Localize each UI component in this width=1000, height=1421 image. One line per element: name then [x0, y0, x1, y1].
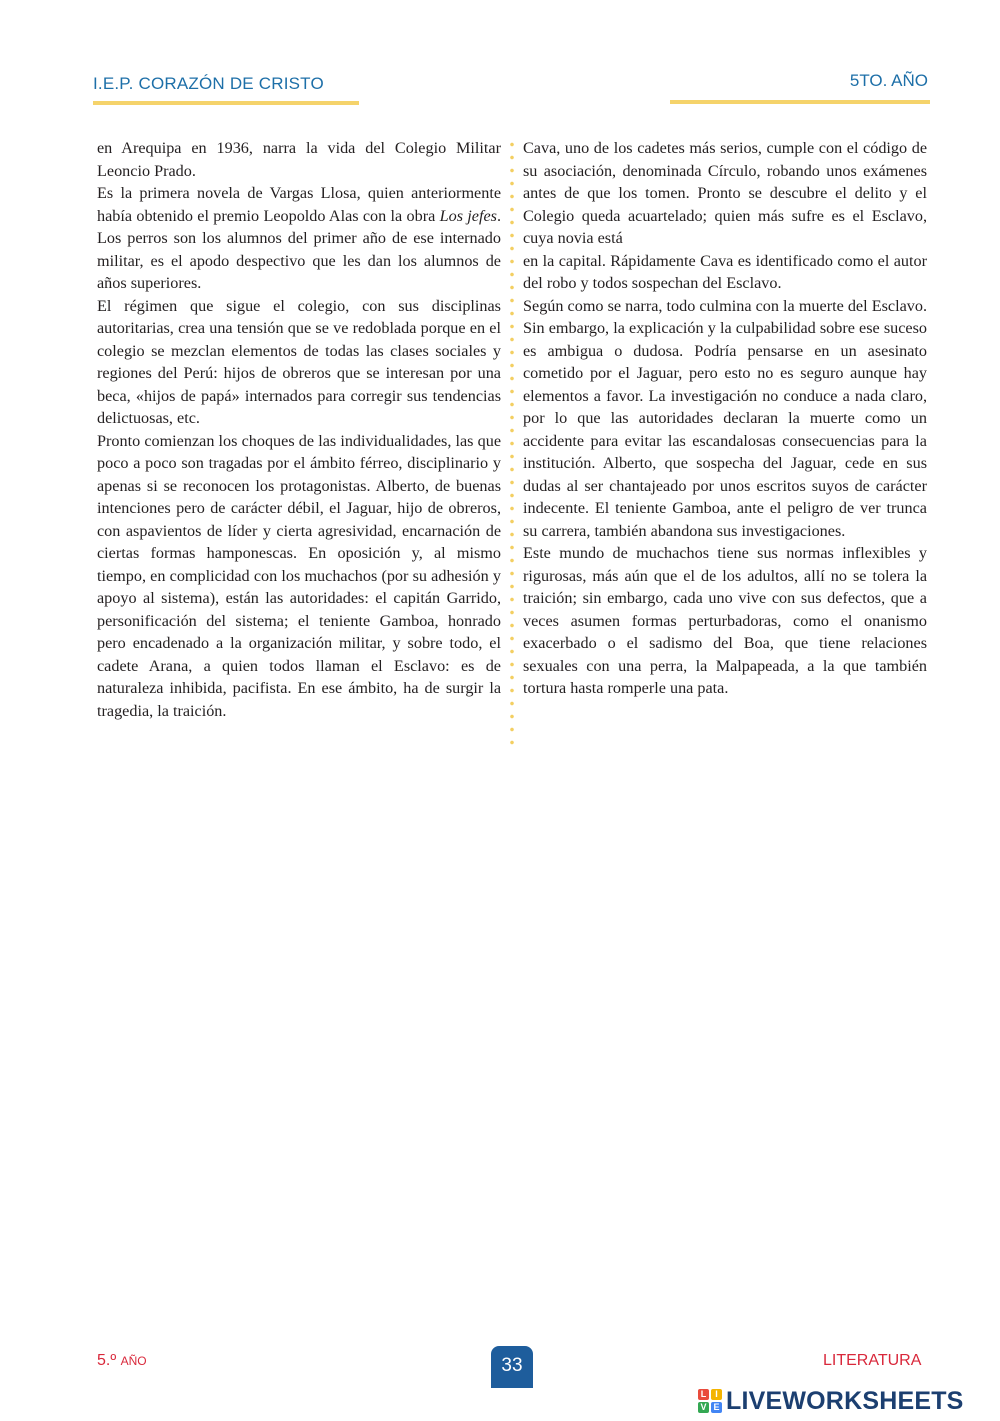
- left-paragraph-3: El régimen que sigue el colegio, con sus disciplinas autoritarias, crea una tensión que se ve redoblada porque en el colegio se mezclan elementos de todas las clases sociales y regiones del Perú: hijos de obreros que se interesan por una beca, «hijos de papá» internados para corregir sus tendencias delictuosas, etc.: [97, 296, 501, 427]
- logo-letter-v: V: [698, 1402, 709, 1413]
- liveworksheets-watermark[interactable]: [698, 1385, 964, 1417]
- book-title-los-jefes: Los jefes: [439, 206, 497, 225]
- footer-grade-number: 5.º: [97, 1352, 117, 1369]
- header-grade: 5TO. AÑO: [849, 71, 928, 90]
- right-paragraph-4: Este mundo de muchachos tiene sus normas inflexibles y rigurosas, más aún que el de los adultos, allí no se tolera la traición; sin embargo, cada uno vive con sus defectos, que a veces asumen formas perturbadoras, como el onanismo exacerbado o el sadismo del Boa, que tiene relaciones sexuales con una perra, la Malpapeada, a la que también tortura hasta romperle una pata.: [523, 544, 927, 697]
- right-paragraph-1: Cava, uno de los cadetes más serios, cumple con el código de su asociación, denominada Círculo, robando unos exámenes antes de que los tomen. Pronto se descubre el delito y el Colegio queda acuartelado; quien más sufre es el Esclavo, cuya novia está: [523, 139, 927, 247]
- footer-subject: LITERATURA: [823, 1352, 922, 1369]
- footer-grade: [97, 1352, 147, 1370]
- left-paragraph-2-text-b: . Los perros son los alumnos del primer año de ese internado militar, es el apodo despectivo que les dan los alumnos de años superiores.: [97, 206, 502, 292]
- logo-letter-e: E: [711, 1402, 722, 1413]
- left-paragraph-4: Pronto comienzan los choques de las individualidades, las que poco a poco son tragadas por el ámbito férreo, disciplinario y apenas si se reconocen los protagonistas. Alberto, de buenas intenciones pero de carácter débil, el Jaguar, hijo de obreros, con aspavientos de líder y cierta agresividad, encarnación de ciertas formas hamponescas. En oposición y, al mismo tiempo, en complicidad con los muchachos (por su adhesión y apoyo al sistema), están las autoridades: el capitán Garrido, personificación del sistema; el teniente Gamboa, honrado pero encadenado a la organización militar, y sobre todo, el cadete Arana, a quien todos llaman el Esclavo: es de naturaleza inhibida, pacifista. En ese ámbito, ha de surgir la tragedia, la traición.: [97, 431, 501, 720]
- logo-letter-i: I: [711, 1389, 722, 1400]
- header-rule-right: [670, 100, 930, 104]
- liveworksheets-logo-icon: [698, 1389, 722, 1413]
- left-column: [97, 137, 501, 722]
- left-paragraph-2-text-a: Es la primera novela de Vargas Llosa, quien anteriormente había obtenido el premio Leopoldo Alas con la obra: [97, 184, 501, 225]
- logo-letter-l: L: [698, 1389, 709, 1400]
- header-rule-left: [93, 101, 359, 105]
- footer-grade-label: AÑO: [120, 1354, 147, 1368]
- column-divider: [510, 138, 514, 752]
- right-paragraph-3: Según como se narra, todo culmina con la muerte del Esclavo. Sin embargo, la explicación y la culpabilidad sobre ese suceso es ambigua o dudosa. Podría pensarse en un asesinato cometido por el Jaguar, pero esto no es seguro aunque hay elementos a favor. La investigación no conduce a nada claro, por lo que las autoridades declaran la muerte como un accidente para evitar las escandalosas consecuencias para la institución. Alberto, que sospecha del Jaguar, cede en sus dudas al ser chantajeado por unos escritos suyos de carácter indecente. El teniente Gamboa, ante el peligro de ver trunca su carrera, también abandona sus investigaciones.: [523, 296, 927, 540]
- right-column: [523, 137, 927, 700]
- header-school-name: I.E.P. CORAZÓN DE CRISTO: [93, 74, 324, 93]
- left-paragraph-1: en Arequipa en 1936, narra la vida del Colegio Militar Leoncio Prado.: [97, 139, 501, 180]
- liveworksheets-wordmark: LIVEWORKSHEETS: [726, 1386, 964, 1415]
- left-paragraph-2: [97, 182, 501, 295]
- page-number-badge: 33: [491, 1346, 533, 1388]
- right-paragraph-2: en la capital. Rápidamente Cava es identificado como el autor del robo y todos sospechan del Esclavo.: [523, 251, 927, 292]
